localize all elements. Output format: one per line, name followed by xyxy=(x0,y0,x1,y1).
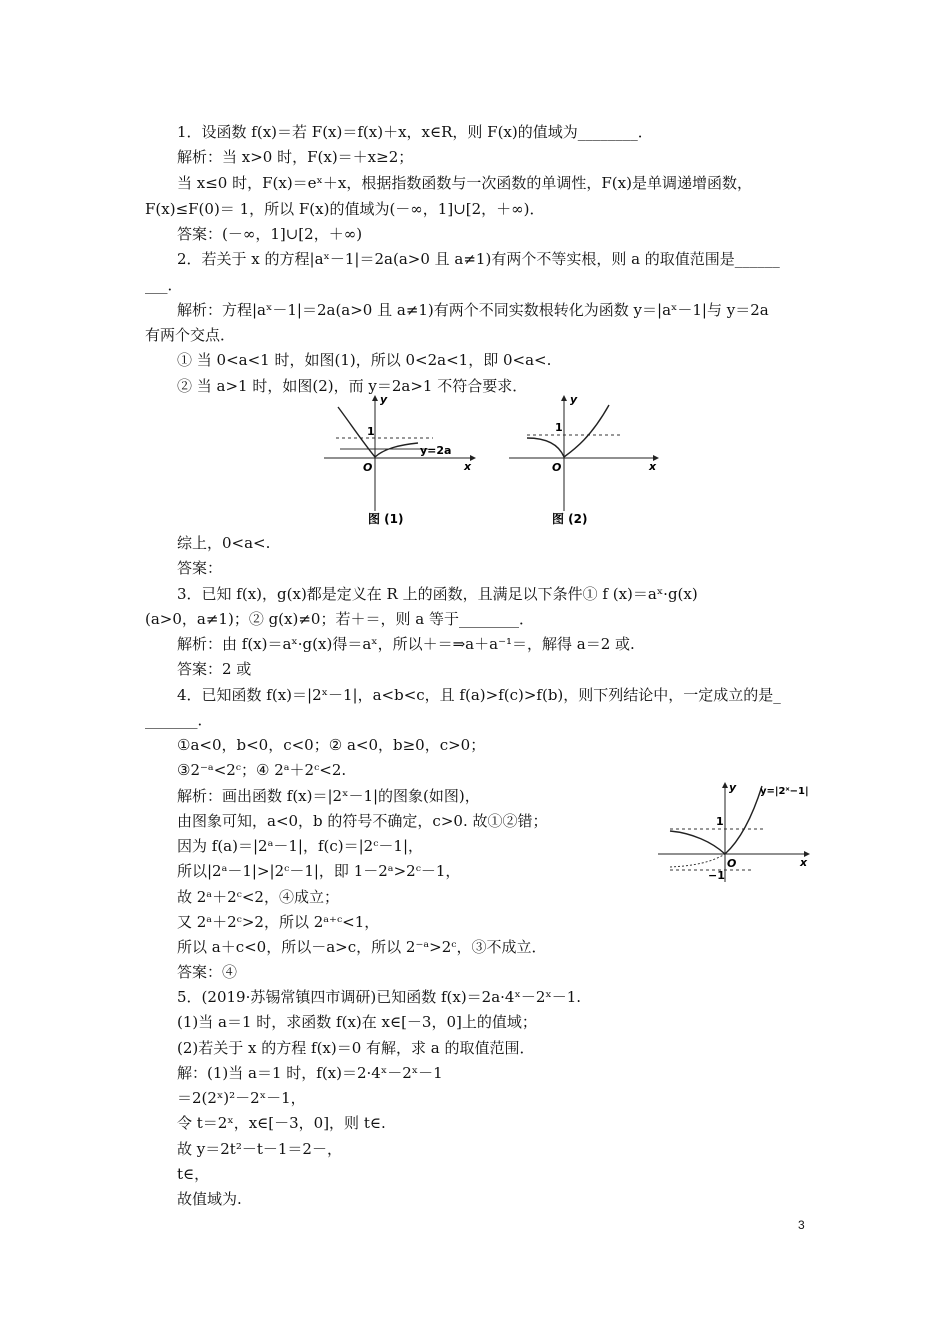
q3-analysis: 解析：由 f(x)＝aˣ·g(x)得＝aˣ，所以＋＝⇒a＋a⁻¹＝，解得 a＝2 或. xyxy=(177,635,635,653)
q1-answer: 答案：(－∞，1]∪[2，＋∞) xyxy=(177,225,363,243)
q4-analysis-1: 解析：画出函数 f(x)＝|2ˣ－1|的图象(如图)， xyxy=(177,787,480,805)
fig2-y-label: y xyxy=(570,393,578,406)
q2-case-1: ① 当 0<a<1 时，如图(1)，所以 0<2a<1，即 0<a<. xyxy=(177,351,552,369)
fig3-origin-label: O xyxy=(727,857,737,870)
q4-analysis-4: 所以|2ᵃ－1|>|2ᶜ－1|，即 1－2ᵃ>2ᶜ－1， xyxy=(177,862,461,880)
fig1-x-label: x xyxy=(464,460,472,473)
figure-2 xyxy=(505,393,665,529)
q1-analysis-2: 当 x≤0 时，F(x)＝eˣ＋x，根据指数函数与一次函数的单调性，F(x)是单调递增函数， xyxy=(177,174,752,192)
q3-line-1: 3．已知 f(x)，g(x)都是定义在 R 上的函数，且满足以下条件① f (x)＝aˣ·g(x) xyxy=(177,585,698,603)
q4-line-2: _______． xyxy=(145,711,213,729)
figure-3 xyxy=(654,778,814,886)
q1-line-1: 1．设函数 f(x)＝若 F(x)＝f(x)＋x，x∈R，则 F(x)的值域为________． xyxy=(177,123,653,141)
q3-line-2: (a>0，a≠1)；② g(x)≠0；若＋＝，则 a 等于________． xyxy=(145,610,534,628)
fig3-x-label: x xyxy=(800,856,808,869)
fig1-tick-label: 1 xyxy=(367,425,375,438)
q5-part-2: (2)若关于 x 的方程 f(x)＝0 有解，求 a 的取值范围． xyxy=(177,1039,535,1057)
fig3-y-label: y xyxy=(729,781,737,794)
q5-solution-2: ＝2(2ˣ)²－2ˣ－1， xyxy=(177,1089,306,1107)
q2-answer: 答案： xyxy=(177,559,223,577)
q4-analysis-2: 由图象可知，a<0，b 的符号不确定，c>0. 故①②错； xyxy=(177,812,548,830)
q5-part-1: (1)当 a＝1 时，求函数 f(x)在 x∈[－3，0]上的值域； xyxy=(177,1013,537,1031)
q4-analysis-6: 又 2ᵃ＋2ᶜ>2，所以 2ᵃ⁺ᶜ<1， xyxy=(177,913,380,931)
fig2-x-label: x xyxy=(649,460,657,473)
q2-case-2: ② 当 a>1 时，如图(2)，而 y＝2a>1 不符合要求． xyxy=(177,377,528,395)
q3-answer: 答案：2 或 xyxy=(177,660,252,678)
fig1-y-label: y xyxy=(380,393,388,406)
q2-analysis-1: 解析：方程|aˣ－1|＝2a(a>0 且 a≠1)有两个不同实数根转化为函数 y＝|aˣ－1|与 y＝2a xyxy=(177,301,769,319)
fig2-tick-label: 1 xyxy=(555,421,563,434)
fig3-tick-neg: −1 xyxy=(708,869,725,882)
q2-line-1: 2．若关于 x 的方程|aˣ－1|＝2a(a>0 且 a≠1)有两个不等实根，则 a 的取值范围是______ xyxy=(177,250,780,268)
q5-solution-5: t∈， xyxy=(177,1165,210,1183)
q5-line-1: 5．(2019·苏锡常镇四市调研)已知函数 f(x)＝2a·4ˣ－2ˣ－1. xyxy=(177,988,582,1006)
q4-options-2: ③2⁻ᵃ<2ᶜ；④ 2ᵃ＋2ᶜ<2. xyxy=(177,761,347,779)
q4-options-1: ①a<0，b<0，c<0；② a<0，b≥0，c>0； xyxy=(177,736,486,754)
q2-conclusion: 综上，0<a<. xyxy=(177,534,271,552)
page-number: 3 xyxy=(798,1218,805,1232)
q4-analysis-7: 所以 a＋c<0，所以－a>c，所以 2⁻ᵃ>2ᶜ，③不成立． xyxy=(177,938,547,956)
fig2-caption: 图 (2) xyxy=(552,512,588,526)
q5-solution-1: 解：(1)当 a＝1 时，f(x)＝2·4ˣ－2ˣ－1 xyxy=(177,1064,443,1082)
fig1-line-label: y=2a xyxy=(420,444,452,457)
q4-analysis-3: 因为 f(a)＝|2ᵃ－1|，f(c)＝|2ᶜ－1|， xyxy=(177,837,423,855)
q2-line-2: ___． xyxy=(145,276,183,294)
fig3-curve-label: y=|2ˣ−1| xyxy=(760,786,809,797)
fig3-tick-pos: 1 xyxy=(716,815,724,828)
q2-analysis-2: 有两个交点． xyxy=(145,326,236,344)
q5-solution-6: 故值域为. xyxy=(177,1190,242,1208)
q5-solution-3: 令 t＝2ˣ，x∈[－3，0]，则 t∈. xyxy=(177,1114,386,1132)
q4-analysis-5: 故 2ᵃ＋2ᶜ<2，④成立； xyxy=(177,888,339,906)
q4-line-1: 4．已知函数 f(x)＝|2ˣ－1|，a<b<c，且 f(a)>f(c)>f(b)，则下列结论中，一定成立的是_ xyxy=(177,686,781,704)
figure-1 xyxy=(318,393,478,529)
q4-answer: 答案：④ xyxy=(177,963,238,981)
fig2-origin-label: O xyxy=(552,461,562,474)
fig1-origin-label: O xyxy=(363,461,373,474)
q5-solution-4: 故 y＝2t²－t－1＝2－， xyxy=(177,1140,342,1158)
q1-analysis-1: 解析：当 x>0 时，F(x)＝＋x≥2； xyxy=(177,148,414,166)
q1-analysis-3: F(x)≤F(0)＝ 1，所以 F(x)的值域为(－∞，1]∪[2，＋∞)． xyxy=(145,200,545,218)
fig1-caption: 图 (1) xyxy=(368,512,404,526)
